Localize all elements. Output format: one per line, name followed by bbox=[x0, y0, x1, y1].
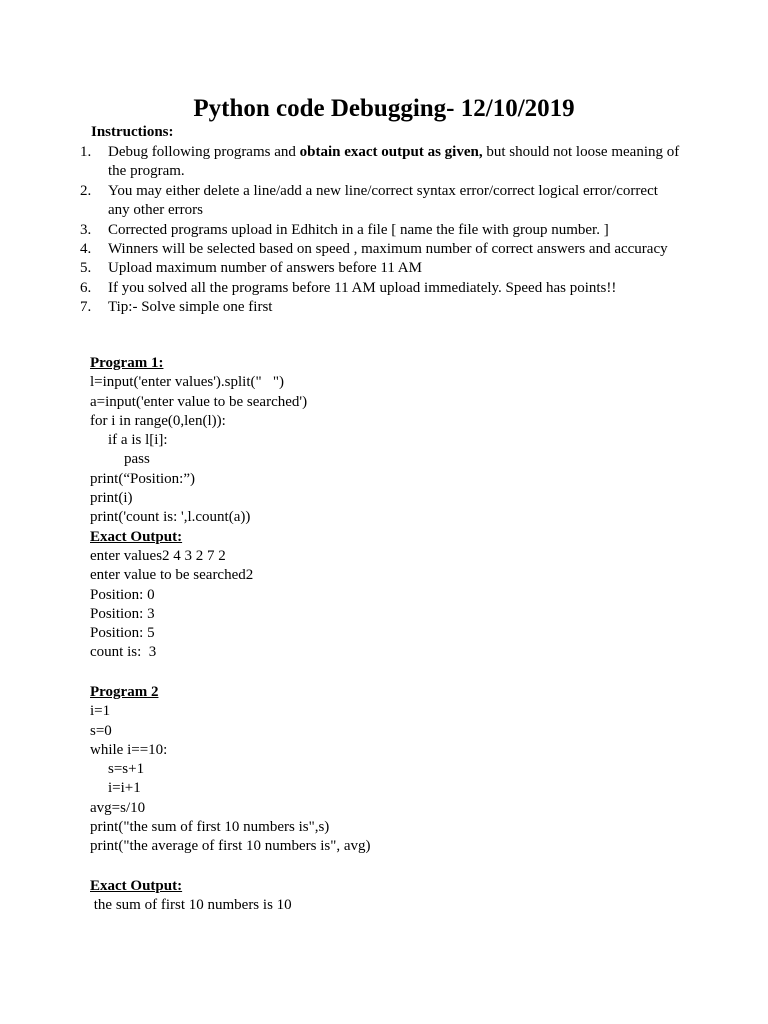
program2-output-heading: Exact Output: bbox=[90, 878, 183, 894]
code-line: if a is l[i]: bbox=[108, 432, 168, 449]
instruction-text: Debug following programs and bbox=[108, 144, 300, 160]
instruction-text: If you solved all the programs before 11 AM upload immediately. Speed has points!! bbox=[108, 279, 617, 296]
instruction-number: 7. bbox=[80, 299, 92, 316]
code-line: print(i) bbox=[90, 490, 133, 507]
instruction-number: 5. bbox=[80, 260, 92, 277]
instructions-list bbox=[80, 143, 680, 318]
instruction-item bbox=[80, 259, 680, 278]
code-line: i=1 bbox=[90, 703, 111, 720]
instruction-text: You may either delete a line/add a new line/correct syntax error/correct logical error/correct any other errors bbox=[108, 182, 658, 219]
output-line: enter values2 4 3 2 7 2 bbox=[90, 547, 226, 564]
code-line: for i in range(0,len(l)): bbox=[90, 412, 226, 429]
output-line: Position: 3 bbox=[90, 605, 155, 622]
instruction-text: but should not loose meaning of the program. bbox=[108, 144, 680, 180]
output-line: Position: 0 bbox=[90, 586, 155, 603]
instruction-item bbox=[80, 182, 680, 221]
code-line: print("the sum of first 10 numbers is",s) bbox=[90, 819, 330, 836]
program1-output-heading: Exact Output: bbox=[90, 528, 183, 545]
code-line: while i==10: bbox=[90, 741, 168, 758]
program2-section bbox=[90, 683, 371, 857]
code-line: l=input('enter values').split(" ") bbox=[90, 374, 284, 391]
instruction-item bbox=[80, 221, 680, 240]
instructions-heading: Instructions: bbox=[91, 124, 174, 140]
instruction-text: Winners will be selected based on speed , maximum number of correct answers and accuracy bbox=[108, 241, 668, 258]
instruction-emphasis: obtain exact output as given, bbox=[299, 144, 483, 160]
code-line: s=s+1 bbox=[108, 761, 145, 778]
instruction-text: Upload maximum number of answers before 11 AM bbox=[108, 260, 422, 277]
program1-heading: Program 1: bbox=[90, 355, 164, 371]
code-line: print('count is: ',l.count(a)) bbox=[90, 509, 251, 526]
program1-section bbox=[90, 354, 307, 663]
program2-heading: Program 2 bbox=[90, 684, 159, 700]
instruction-number: 2. bbox=[80, 182, 92, 199]
output-line: the sum of first 10 numbers is 10 bbox=[90, 897, 292, 914]
instruction-number: 1. bbox=[80, 144, 92, 160]
program2-output-section bbox=[90, 877, 292, 916]
instruction-item bbox=[80, 143, 680, 182]
instruction-item bbox=[80, 240, 680, 259]
instruction-number: 4. bbox=[80, 241, 92, 258]
output-line: enter value to be searched2 bbox=[90, 567, 254, 584]
code-line: print("the average of first 10 numbers is", avg) bbox=[90, 838, 371, 855]
code-line: s=0 bbox=[90, 722, 112, 739]
code-line: pass bbox=[124, 451, 150, 468]
code-line: print(“Position:”) bbox=[90, 470, 195, 487]
instruction-number: 6. bbox=[80, 279, 92, 296]
instruction-item bbox=[80, 298, 680, 317]
instruction-number: 3. bbox=[80, 221, 92, 238]
page-title: Python code Debugging- 12/10/2019 bbox=[193, 95, 575, 122]
output-line: Position: 5 bbox=[90, 625, 155, 642]
code-line: avg=s/10 bbox=[90, 799, 146, 816]
code-line: i=i+1 bbox=[108, 780, 141, 797]
instruction-text: Tip:- Solve simple one first bbox=[108, 299, 273, 316]
instruction-text: Corrected programs upload in Edhitch in a file [ name the file with group number. ] bbox=[108, 221, 609, 238]
instruction-item bbox=[80, 279, 680, 298]
output-line: count is: 3 bbox=[90, 644, 157, 661]
code-line: a=input('enter value to be searched') bbox=[90, 393, 308, 410]
